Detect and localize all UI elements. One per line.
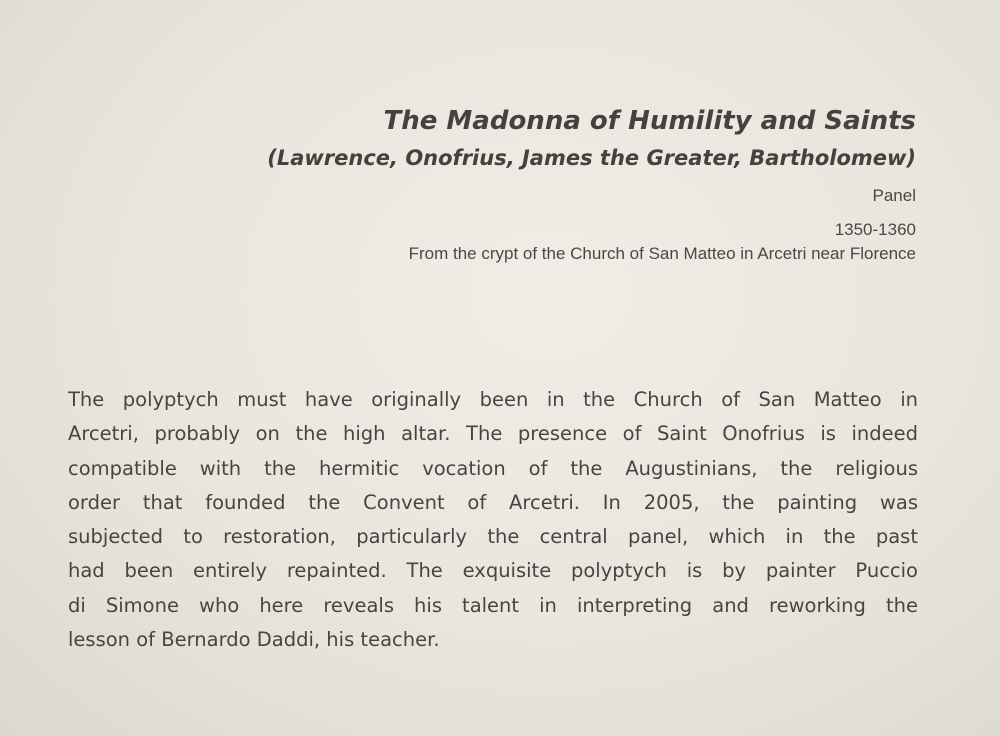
description-line: had been entirely repainted. The exquisite polyptych is by painter Puccio — [68, 559, 918, 583]
artwork-title: The Madonna of Humility and Saints — [383, 106, 916, 136]
description-line: subjected to restoration, particularly the central panel, which in the past — [68, 525, 918, 549]
description-line: The polyptych must have originally been in the Church of San Matteo in — [68, 388, 918, 411]
artwork-date: 1350-1360 — [834, 220, 916, 239]
description-line: lesson of Bernardo Daddi, his teacher. — [68, 628, 440, 652]
artwork-subtitle: (Lawrence, Onofrius, James the Greater, Bartholomew) — [267, 146, 916, 170]
label-header — [156, 100, 916, 266]
artwork-provenance: From the crypt of the Church of San Matteo in Arcetri near Florence — [408, 244, 916, 263]
description-line: Arcetri, probably on the high altar. The presence of Saint Onofrius is indeed — [68, 422, 918, 446]
description-line: di Simone who here reveals his talent in interpreting and reworking the — [68, 593, 918, 617]
artwork-description — [68, 383, 918, 657]
description-line: order that founded the Convent of Arcetri. In 2005, the painting was — [68, 490, 918, 514]
artwork-medium: Panel — [872, 186, 916, 205]
description-line: compatible with the hermitic vocation of the Augustinians, the religious — [68, 456, 918, 480]
